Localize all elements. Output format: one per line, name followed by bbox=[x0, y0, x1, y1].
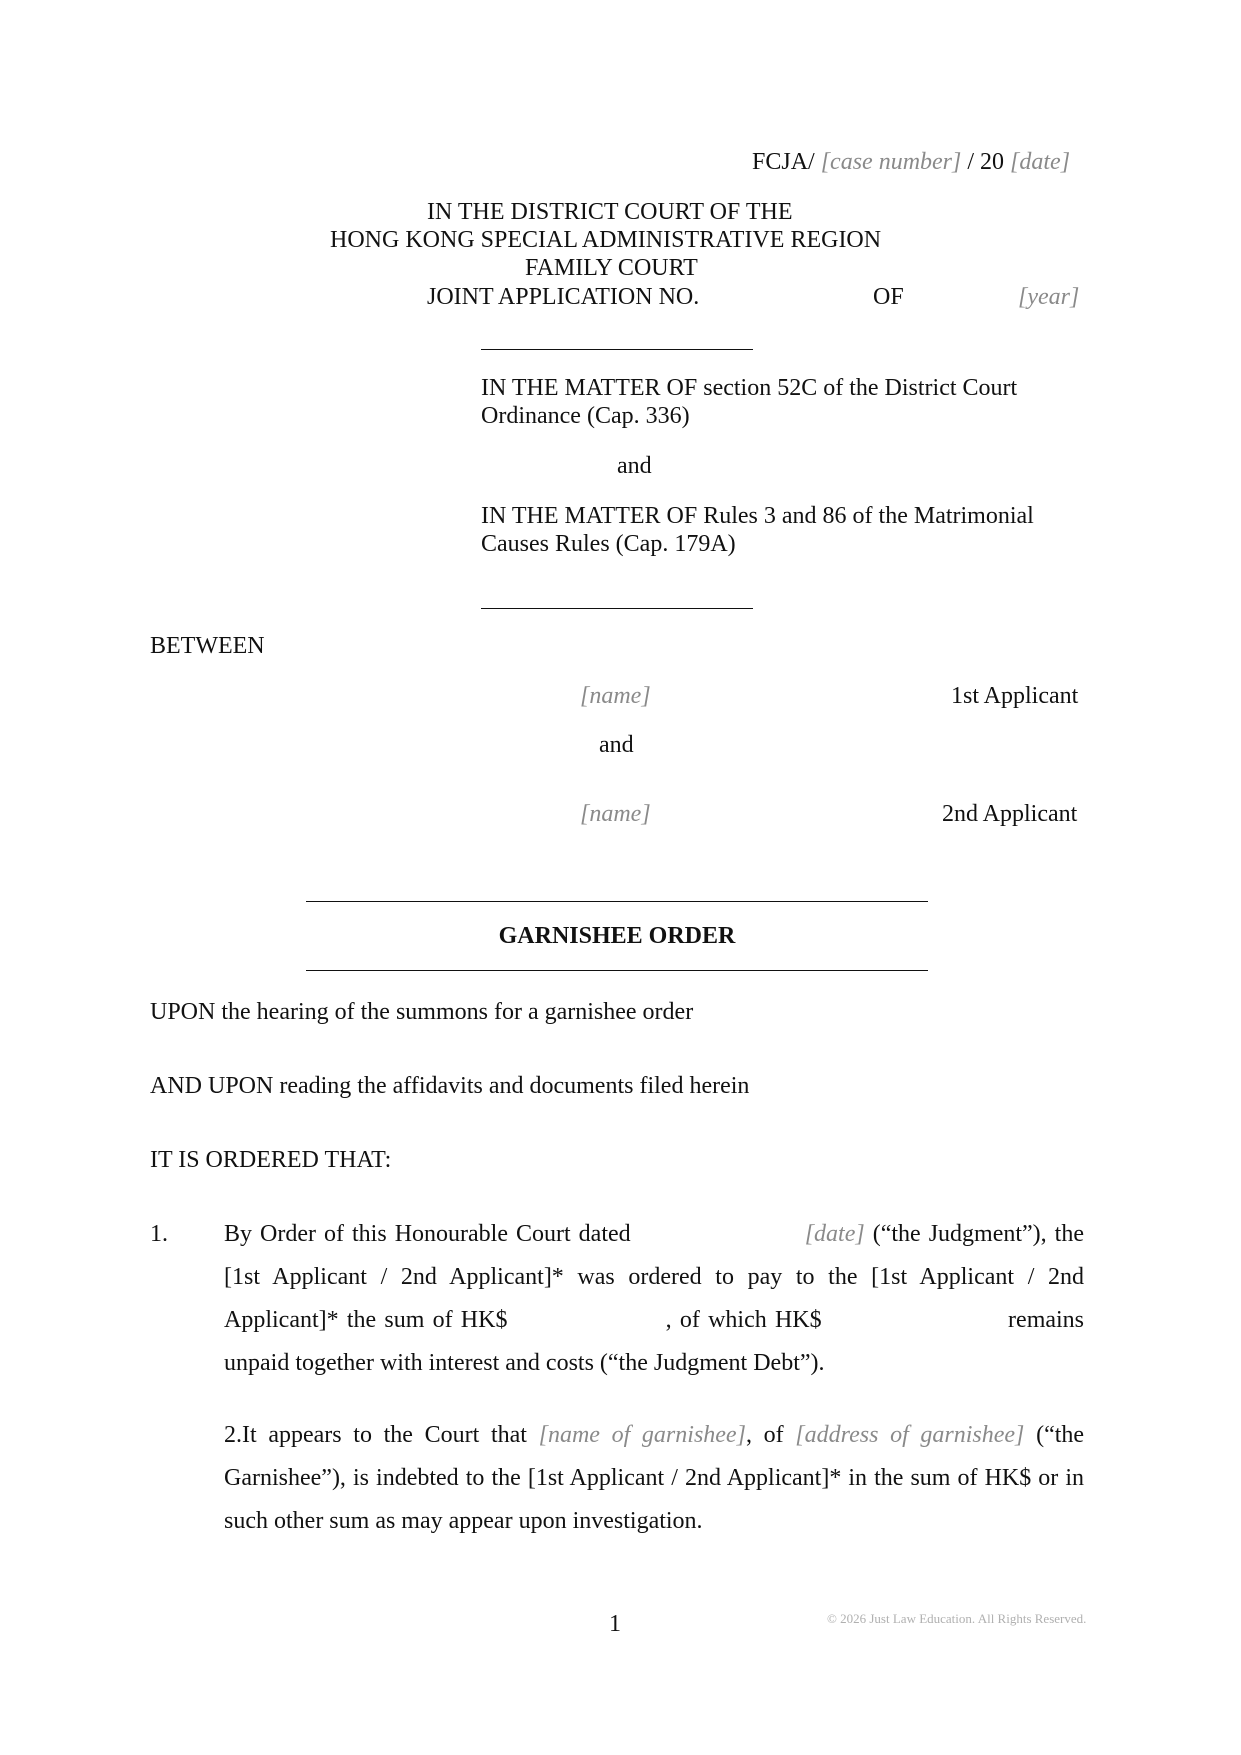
copyright-notice: © 2026 Just Law Education. All Rights Reserved. bbox=[827, 1611, 1087, 1626]
between-label: BETWEEN bbox=[150, 633, 265, 659]
title-rule-bottom bbox=[306, 970, 928, 971]
matter2-line1: IN THE MATTER OF Rules 3 and 86 of the Matrimonial bbox=[481, 503, 1034, 529]
court-heading-line3: FAMILY COURT bbox=[525, 255, 698, 281]
joint-application-label: JOINT APPLICATION NO. bbox=[427, 284, 700, 310]
case-number-placeholder: [case number] bbox=[820, 149, 962, 175]
court-heading-line2: HONG KONG SPECIAL ADMINISTRATIVE REGION bbox=[330, 227, 882, 253]
party2-role: 2nd Applicant bbox=[942, 801, 1078, 827]
matter1-line1: IN THE MATTER OF section 52C of the District Court bbox=[481, 375, 1018, 401]
short-divider-bottom bbox=[481, 608, 753, 609]
case-date-placeholder: [date] bbox=[1010, 149, 1071, 175]
court-heading-line1: IN THE DISTRICT COURT OF THE bbox=[427, 199, 793, 225]
matter-and: and bbox=[617, 453, 652, 479]
parties-and: and bbox=[599, 732, 634, 758]
matter2-line2: Causes Rules (Cap. 179A) bbox=[481, 531, 736, 557]
recital-upon-reading: AND UPON reading the affidavits and documents filed herein bbox=[150, 1073, 750, 1099]
item2-paragraph: 2.It appears to the Court that [name of garnishee], of [address of garnishee] (“the Garnishee”), is indebted to the [1st Applicant / 2nd Applicant]* in the sum of HK$ or in such other sum as may appear upon investigation. bbox=[224, 1422, 1085, 1534]
garnishee-name-placeholder: [name of garnishee] bbox=[538, 1422, 746, 1448]
year-placeholder: [year] bbox=[1018, 284, 1080, 310]
party1-name-placeholder: [name] bbox=[580, 683, 651, 709]
judgment-date-placeholder: [date] bbox=[804, 1221, 865, 1247]
matter1-line2: Ordinance (Cap. 336) bbox=[481, 403, 690, 429]
garnishee-address-placeholder: [address of garnishee] bbox=[795, 1422, 1025, 1448]
ordered-heading: IT IS ORDERED THAT: bbox=[150, 1147, 392, 1173]
title-rule-top bbox=[306, 901, 928, 902]
item1-number: 1. bbox=[150, 1221, 168, 1247]
recital-upon-hearing: UPON the hearing of the summons for a garnishee order bbox=[150, 999, 694, 1025]
order-title: GARNISHEE ORDER bbox=[498, 923, 736, 949]
case-reference: FCJA/ [case number] / 20 [date] bbox=[752, 149, 1071, 175]
page-number: 1 bbox=[609, 1611, 621, 1637]
of-label: OF bbox=[873, 284, 904, 310]
short-divider-top bbox=[481, 349, 753, 350]
item1-paragraph: By Order of this Honourable Court dated [date] (“the Judgment”), the [1st Applicant / 2nd Applicant]* was ordered to pay to the [1st Applicant / 2nd Applicant]* the sum of HK$ , of which HK$ remains unpaid together with interest and costs (“the Judgment Debt”). bbox=[224, 1221, 1085, 1376]
party2-name-placeholder: [name] bbox=[580, 801, 651, 827]
party1-role: 1st Applicant bbox=[951, 683, 1079, 709]
